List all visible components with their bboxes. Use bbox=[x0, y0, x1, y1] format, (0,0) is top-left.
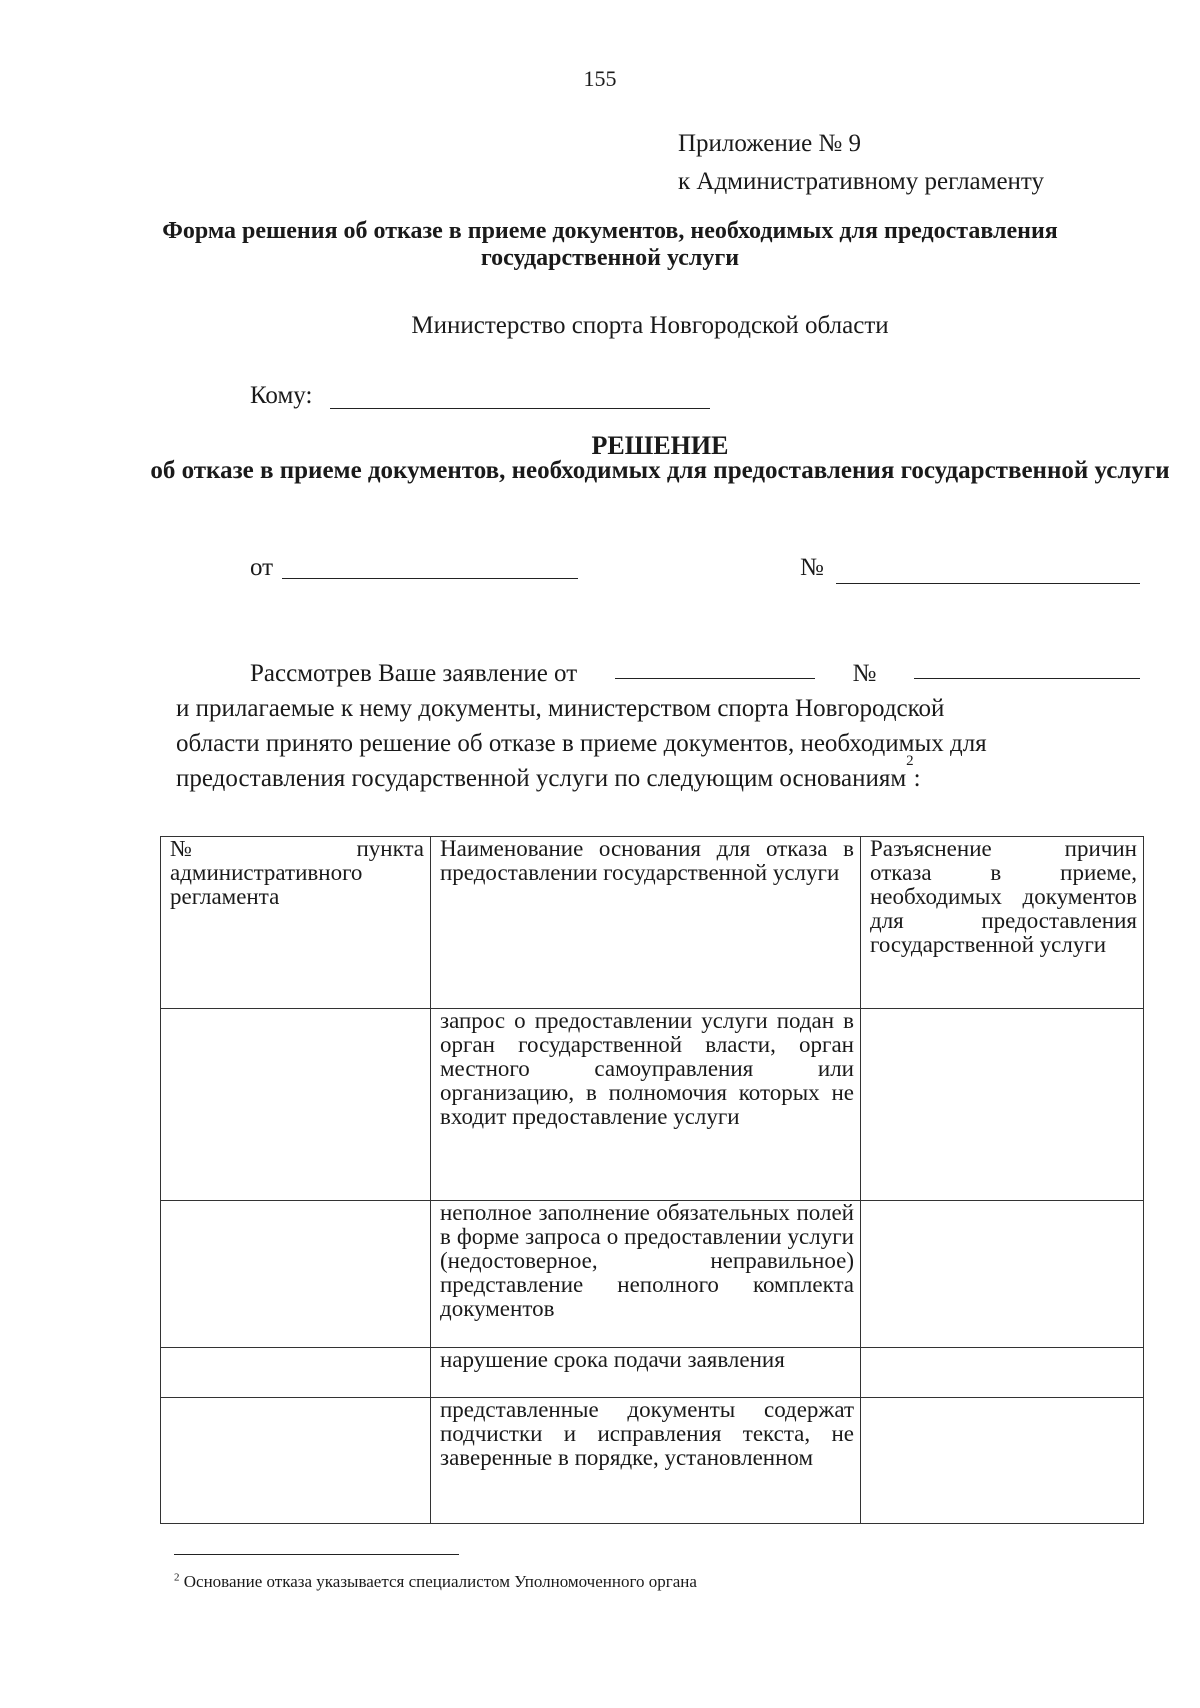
row-item-number bbox=[161, 1348, 431, 1398]
date-label: от bbox=[250, 554, 274, 581]
footnote-text: Основание отказа указывается специалистом Уполномоченного органа bbox=[183, 1572, 697, 1591]
body-line-4 bbox=[176, 753, 1140, 796]
body-line-1-number-label: № bbox=[852, 660, 877, 687]
table-row bbox=[161, 1201, 1144, 1348]
decision-title bbox=[150, 433, 1170, 483]
row-ground: представленные документы содержат подчистки и исправления текста, не заверенные в порядке, установленном bbox=[431, 1398, 861, 1524]
body-line-4-end: : bbox=[913, 765, 921, 792]
recipient-blank-line bbox=[330, 408, 710, 409]
decision-subheading: об отказе в приеме документов, необходимых для предоставления государственной услуги bbox=[150, 457, 1170, 484]
header-item-number: № пункта административного регламента bbox=[161, 837, 431, 1009]
body-paragraph bbox=[176, 656, 1140, 796]
appendix-reference: к Административному регламенту bbox=[678, 168, 1045, 195]
table-header-row bbox=[161, 837, 1144, 1009]
number-label: № bbox=[800, 554, 824, 581]
ministry-name: Министерство спорта Новгородской области bbox=[411, 312, 889, 339]
decision-heading: РЕШЕНИЕ bbox=[591, 431, 729, 460]
body-line-2 bbox=[176, 691, 1140, 726]
row-item-number bbox=[161, 1009, 431, 1201]
body-line-3 bbox=[176, 726, 1140, 761]
header-explanation: Разъяснение причин отказа в приеме, необходимых документов для предоставления государственной услуги bbox=[861, 837, 1144, 1009]
recipient-label: Кому: bbox=[250, 382, 313, 409]
row-item-number bbox=[161, 1398, 431, 1524]
body-line-1-text: Рассмотрев Ваше заявление от bbox=[250, 660, 578, 687]
row-ground: неполное заполнение обязательных полей в форме запроса о предоставлении услуги (недостоверное, неправильное) представление неполного комплекта документов bbox=[431, 1201, 861, 1348]
footnote bbox=[174, 1572, 697, 1592]
footnote-number: 2 bbox=[174, 1571, 180, 1584]
application-date-blank bbox=[615, 656, 815, 679]
body-line-2-text: и прилагаемые к нему документы, министерством спорта Новгородской bbox=[176, 695, 945, 722]
header-ground: Наименование основания для отказа в предоставлении государственной услуги bbox=[431, 837, 861, 1009]
page-number: 155 bbox=[583, 66, 617, 91]
form-title: Форма решения об отказе в приеме документов, необходимых для предоставления государственной услуги bbox=[162, 218, 1058, 271]
footnote-reference: 2 bbox=[906, 753, 914, 769]
table-row bbox=[161, 1348, 1144, 1398]
row-item-number bbox=[161, 1201, 431, 1348]
body-line-4-text: предоставления государственной услуги по следующим основаниям bbox=[176, 765, 907, 792]
application-number-blank bbox=[914, 656, 1140, 679]
table-row bbox=[161, 1009, 1144, 1201]
row-explanation bbox=[861, 1201, 1144, 1348]
footnote-separator bbox=[174, 1554, 459, 1555]
row-explanation bbox=[861, 1398, 1144, 1524]
row-explanation bbox=[861, 1009, 1144, 1201]
body-line-3-text: области принято решение об отказе в приеме документов, необходимых для bbox=[176, 730, 987, 757]
body-line-1 bbox=[176, 656, 1140, 691]
row-explanation bbox=[861, 1348, 1144, 1398]
table-row bbox=[161, 1398, 1144, 1524]
appendix-number: Приложение № 9 bbox=[678, 130, 862, 157]
date-blank-line bbox=[282, 578, 578, 579]
row-ground: запрос о предоставлении услуги подан в орган государственной власти, орган местного самоуправления или организацию, в полномочия которых не входит предоставление услуги bbox=[431, 1009, 861, 1201]
row-ground: нарушение срока подачи заявления bbox=[431, 1348, 861, 1398]
number-blank-line bbox=[836, 583, 1140, 584]
grounds-table bbox=[160, 836, 1144, 1524]
